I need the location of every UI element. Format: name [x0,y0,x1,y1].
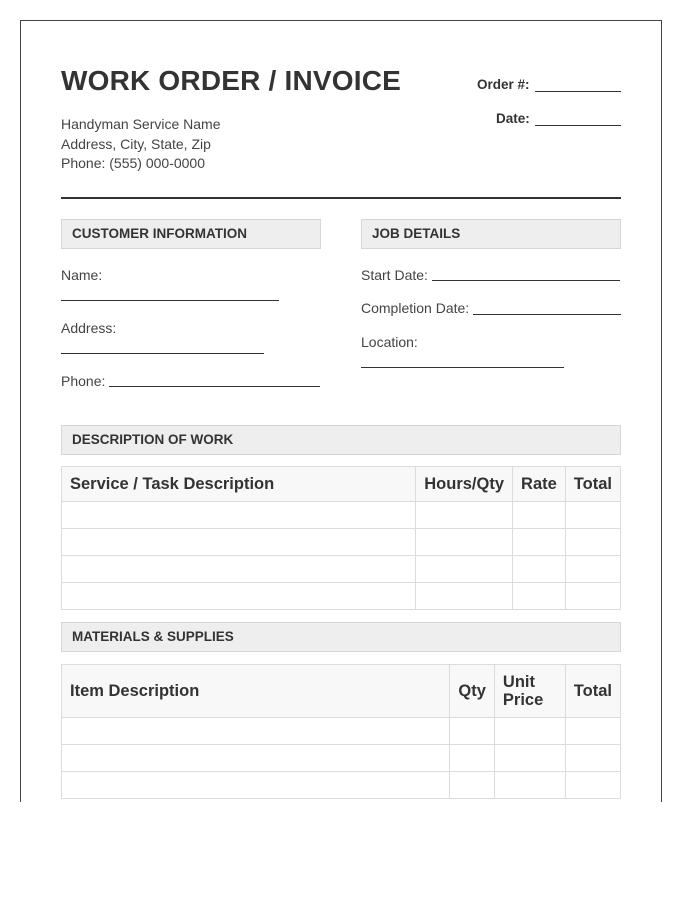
table-row [62,529,621,556]
table-cell[interactable] [450,718,495,745]
materials-supplies-heading: MATERIALS & SUPPLIES [61,622,621,652]
materials-col-unit-price: Unit Price [494,665,565,718]
description-of-work-heading: DESCRIPTION OF WORK [61,425,621,455]
table-cell[interactable] [62,502,416,529]
table-row [62,502,621,529]
work-table [61,466,621,610]
header-divider [61,197,621,199]
materials-col-item: Item Description [62,665,450,718]
business-address: Address, City, State, Zip [61,136,211,152]
table-cell[interactable] [513,502,566,529]
table-row [62,556,621,583]
location-label: Location: [361,334,418,350]
table-cell[interactable] [62,772,450,799]
date-field[interactable] [535,125,621,126]
table-row [62,718,621,745]
table-cell[interactable] [513,556,566,583]
work-col-hours: Hours/Qty [416,467,513,502]
completion-date-field[interactable] [473,314,621,315]
customer-address-field[interactable] [61,353,264,354]
table-row [62,583,621,610]
work-col-description: Service / Task Description [62,467,416,502]
business-name: Handyman Service Name [61,116,221,132]
table-cell[interactable] [565,772,620,799]
materials-col-total: Total [565,665,620,718]
customer-name-label: Name: [61,267,103,283]
table-cell[interactable] [62,745,450,772]
work-col-total: Total [565,467,620,502]
order-number-label: Order #: [477,77,530,92]
table-cell[interactable] [62,583,416,610]
table-cell[interactable] [62,529,416,556]
customer-info-heading: CUSTOMER INFORMATION [61,219,321,249]
table-cell[interactable] [494,718,565,745]
table-cell[interactable] [565,583,620,610]
customer-phone-field[interactable] [109,386,320,387]
date-label: Date: [496,111,530,126]
table-cell[interactable] [513,583,566,610]
table-cell[interactable] [416,529,513,556]
job-details-heading: JOB DETAILS [361,219,621,249]
table-cell[interactable] [416,502,513,529]
table-cell[interactable] [565,718,620,745]
customer-phone-label: Phone: [61,373,106,389]
table-cell[interactable] [494,772,565,799]
table-row [62,745,621,772]
table-cell[interactable] [416,583,513,610]
location-field[interactable] [361,367,564,368]
materials-table [61,664,621,799]
start-date-field[interactable] [432,280,620,281]
table-cell[interactable] [416,556,513,583]
table-row [62,772,621,799]
document-title: WORK ORDER / INVOICE [61,65,402,96]
table-cell[interactable] [494,745,565,772]
business-phone: Phone: (555) 000-0000 [61,155,205,171]
table-cell[interactable] [62,718,450,745]
table-cell[interactable] [565,502,620,529]
table-cell[interactable] [450,745,495,772]
completion-date-label: Completion Date: [361,300,470,316]
order-number-field[interactable] [535,91,621,92]
table-cell[interactable] [513,529,566,556]
start-date-label: Start Date: [361,267,428,283]
materials-col-qty: Qty [450,665,495,718]
work-col-rate: Rate [513,467,566,502]
table-cell[interactable] [62,556,416,583]
work-order-page [20,20,662,802]
table-cell[interactable] [450,772,495,799]
table-cell[interactable] [565,745,620,772]
table-cell[interactable] [565,556,620,583]
customer-name-field[interactable] [61,300,279,301]
customer-address-label: Address: [61,320,117,336]
table-cell[interactable] [565,529,620,556]
